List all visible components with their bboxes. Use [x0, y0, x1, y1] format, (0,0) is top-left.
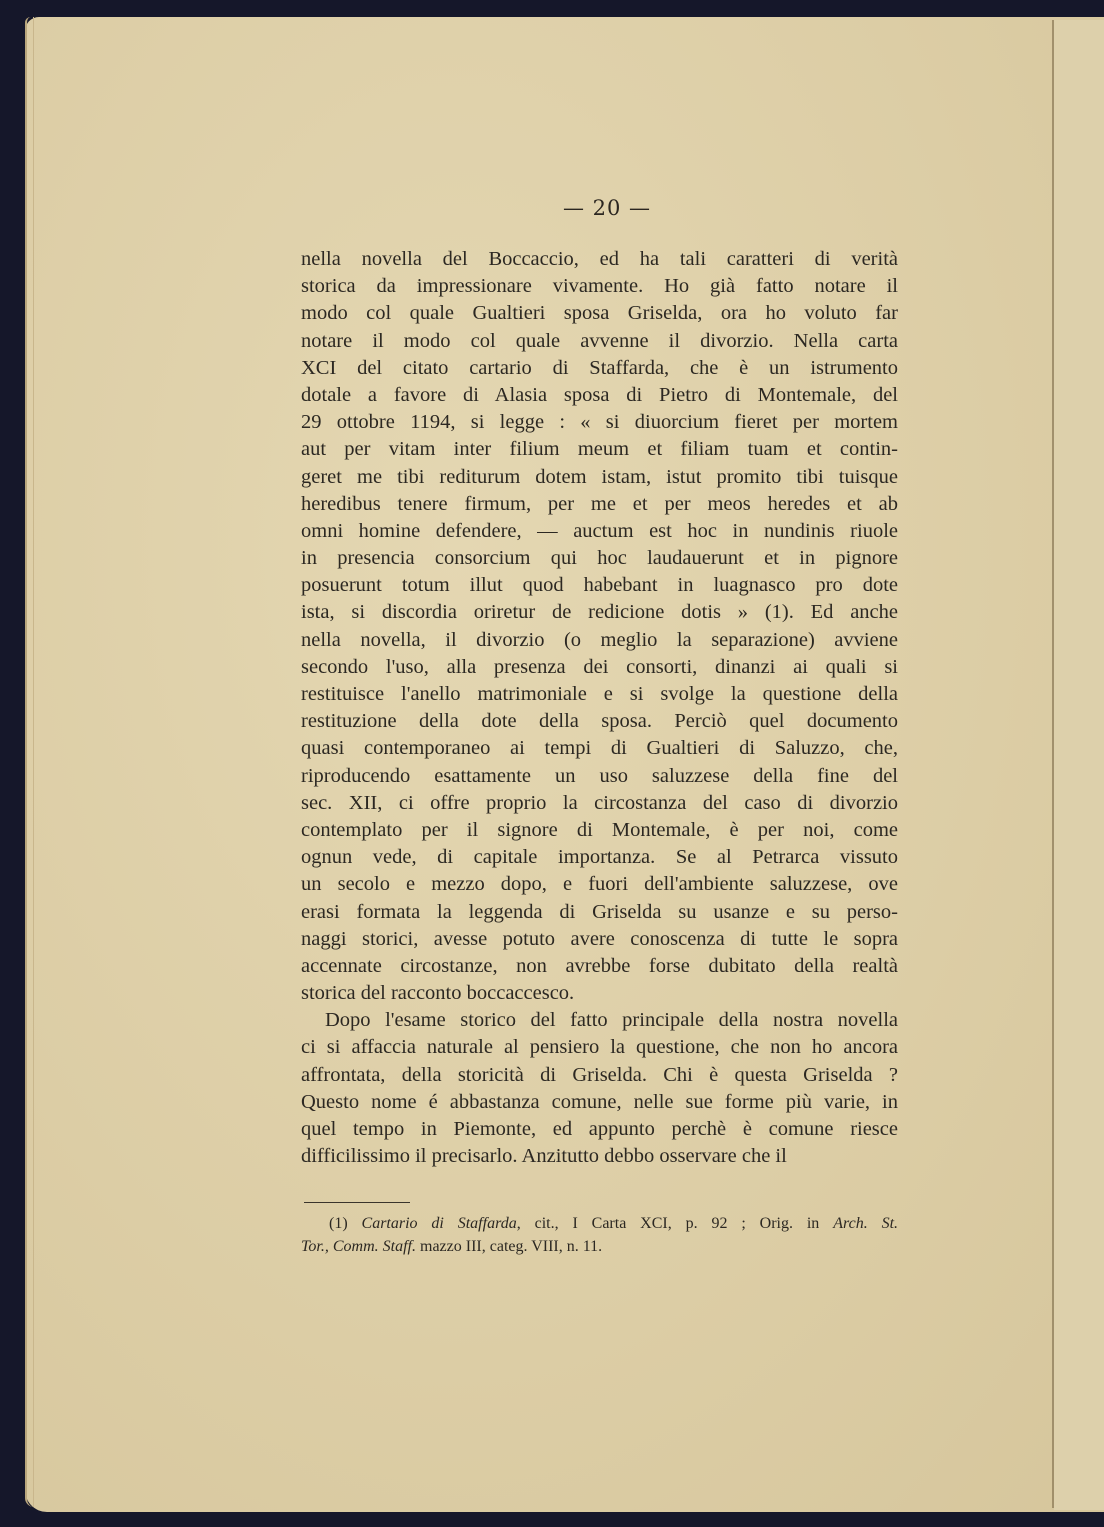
footnote — [301, 1212, 898, 1258]
text-line: posuerunt totum illut quod habebant in luagnasco pro dote — [301, 574, 898, 597]
footnote-marker: (1) — [329, 1215, 348, 1232]
text-line: quasi contemporaneo ai tempi di Gualtieri di Saluzzo, che, — [301, 737, 898, 760]
text-line: affrontata, della storicità di Griselda. Chi è questa Griselda ? — [301, 1063, 898, 1086]
text-line: restituisce l'anello matrimoniale e si svolge la questione della — [301, 683, 898, 705]
text-line: restituzione della dote della sposa. Perciò quel documento — [301, 710, 898, 733]
text-line: modo col quale Gualtieri sposa Griselda, ora ho voluto far — [301, 302, 898, 325]
footnote-line-2 — [301, 1235, 898, 1258]
text-line: omni homine defendere, — auctum est hoc in nundinis riuole — [301, 519, 898, 542]
text-line: secondo l'uso, alla presenza dei consorti, dinanzi ai quali si — [301, 655, 898, 678]
text-line: nella novella, il divorzio (o meglio la separazione) avviene — [301, 628, 898, 651]
text-line: in presencia consorcium qui hoc laudauerunt et in pignore — [301, 547, 898, 570]
text-line: accennate circostanze, non avrebbe forse dubitato della realtà — [301, 954, 898, 977]
footnote-archive: Arch. St. — [833, 1215, 899, 1232]
text-line: ognun vede, di capitale importanza. Se al Petrarca vissuto — [301, 846, 898, 869]
text-line: aut per vitam inter filium meum et filiam tuam et contin- — [301, 438, 898, 461]
page-fold-line — [1052, 20, 1054, 1508]
text-line: naggi storici, avesse potuto avere conoscenza di tutte le sopra — [301, 927, 898, 950]
text-line: difficilissimo il precisarlo. Anzitutto debbo osservare che il — [301, 1145, 787, 1168]
text-line: ci si affaccia naturale al pensiero la questione, che non ho ancora — [301, 1036, 898, 1059]
text-line: riproducendo esattamente un uso saluzzese della fine del — [301, 764, 898, 787]
text-line: Dopo l'esame storico del fatto principale della nostra novella — [325, 1009, 898, 1032]
body-text — [301, 246, 898, 1170]
text-line: erasi formata la leggenda di Griselda su usanze e su perso- — [301, 900, 898, 923]
text-line: un secolo e mezzo dopo, e fuori dell'ambiente saluzzese, ove — [301, 873, 898, 896]
text-line: storica del racconto boccaccesco. — [301, 982, 575, 1005]
footnote-separator — [304, 1202, 410, 1203]
text-line: 29 ottobre 1194, si legge : « si diuorcium fieret per mortem — [301, 411, 898, 434]
text-line: dotale a favore di Alasia sposa di Pietro di Montemale, del — [301, 383, 898, 406]
footnote-line-1 — [301, 1212, 898, 1235]
footnote-citation: , cit., I Carta XCI, p. 92 ; Orig. in — [516, 1215, 834, 1232]
text-line: ista, si discordia oriretur de redicione dotis » (1). Ed anche — [301, 601, 898, 624]
footnote-source-title: Cartario di Staffarda — [361, 1215, 517, 1232]
text-line: heredibus tenere firmum, per me et per meos heredes et ab — [301, 492, 898, 515]
footnote-location: mazzo III, categ. VIII, n. 11. — [416, 1238, 603, 1255]
text-line: contemplato per il signore di Montemale, è per noi, come — [301, 818, 898, 841]
text-line: geret me tibi rediturum dotem istam, istut promito tibi tuisque — [301, 465, 898, 488]
footnote-archive-continued: Tor., Comm. Staff. — [301, 1238, 416, 1255]
page-number: — 20 — — [562, 196, 652, 220]
text-line: XCI del citato cartario di Staffarda, che è un istrumento — [301, 356, 898, 379]
text-line: storica da impressionare vivamente. Ho già fatto notare il — [301, 275, 898, 298]
text-line: Questo nome é abbastanza comune, nelle sue forme più varie, in — [301, 1090, 898, 1113]
text-line: quel tempo in Piemonte, ed appunto perchè è comune riesce — [301, 1118, 898, 1140]
text-line: nella novella del Boccaccio, ed ha tali caratteri di verità — [301, 248, 898, 270]
text-line: notare il modo col quale avvenne il divorzio. Nella carta — [301, 329, 898, 352]
text-line: sec. XII, ci offre proprio la circostanza del caso di divorzio — [301, 791, 898, 814]
next-page-edge — [1054, 20, 1104, 1510]
